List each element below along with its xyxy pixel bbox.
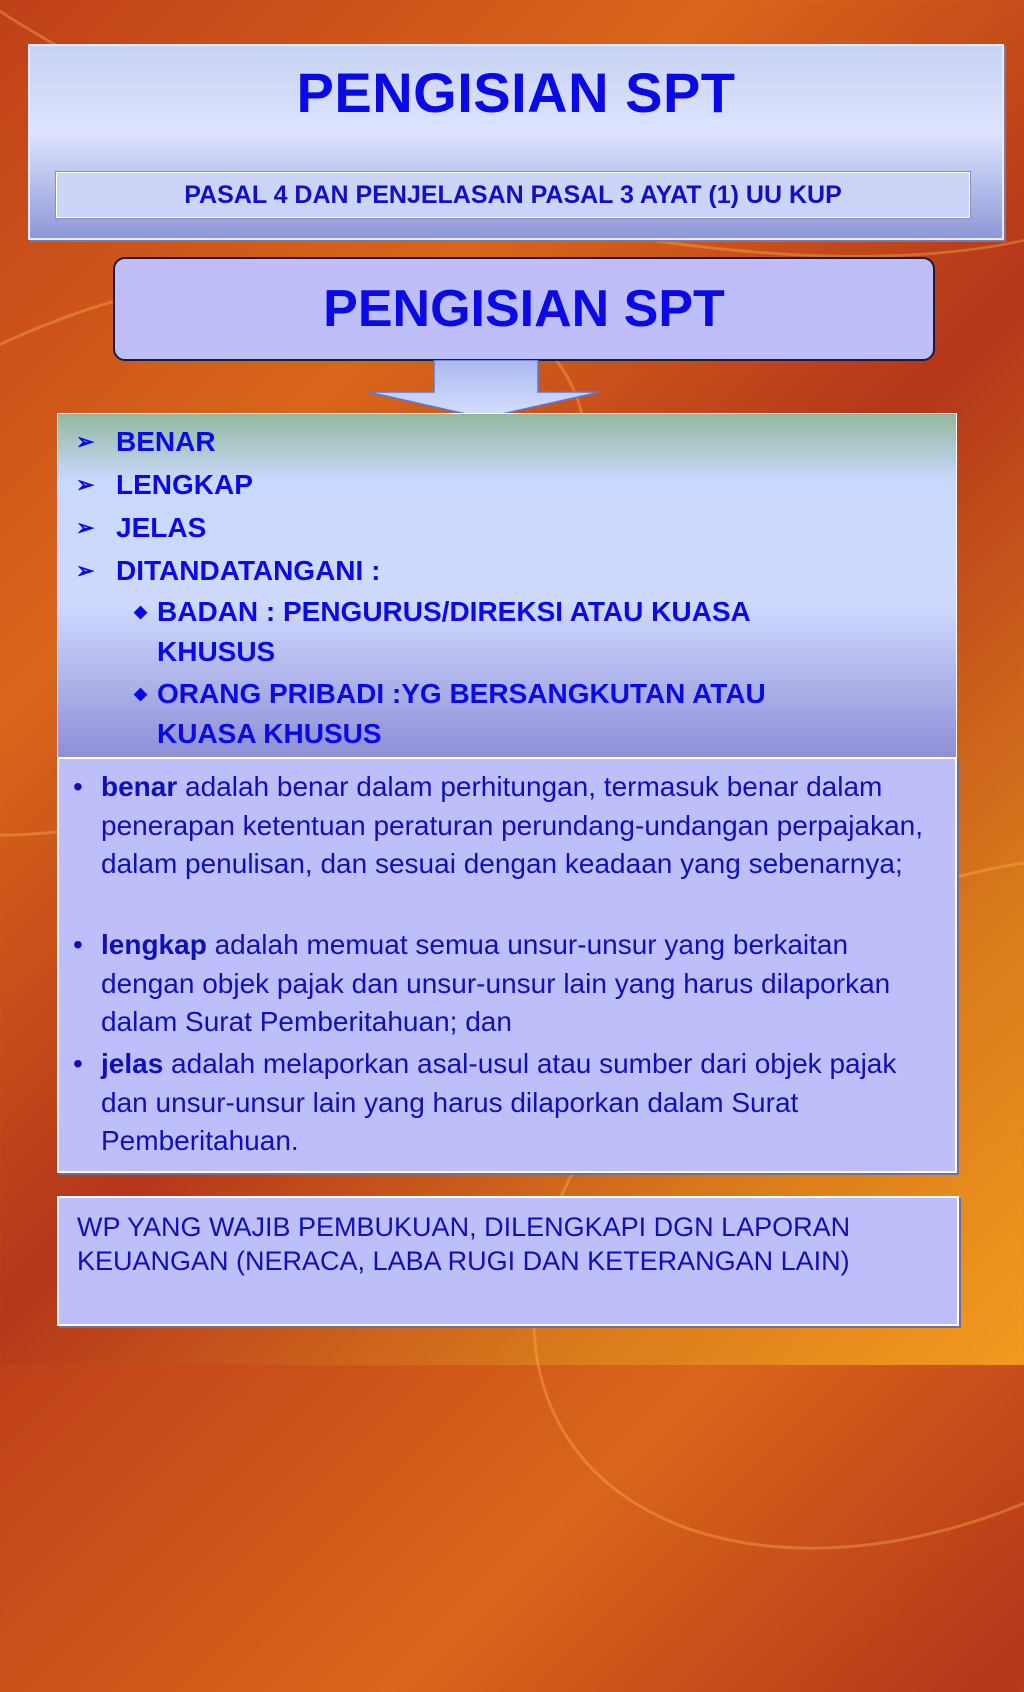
- bullet-dot-icon: •: [73, 1048, 83, 1079]
- subtitle-text: PASAL 4 DAN PENJELASAN PASAL 3 AYAT (1) UU KUP: [184, 180, 842, 209]
- sub-item-line: ORANG PRIBADI :YG BERSANGKUTAN ATAU: [157, 678, 766, 709]
- arrow-bullet-icon: ➢: [76, 429, 95, 454]
- sub-item-line: BADAN : PENGURUS/DIREKSI ATAU KUASA: [157, 596, 751, 627]
- list-item: [76, 512, 206, 544]
- list-item-label: LENGKAP: [116, 469, 253, 500]
- definition-term: jelas: [101, 1048, 164, 1079]
- page-title: PENGISIAN SPT: [296, 61, 736, 124]
- subtitle-bar: [56, 172, 970, 218]
- note-text: WP YANG WAJIB PEMBUKUAN, DILENGKAPI DGN LAPORAN KEUANGAN (NERACA, LABA RUGI DAN KETERANGAN LAIN): [77, 1212, 851, 1276]
- list-item-label: JELAS: [116, 512, 207, 543]
- bullet-dot-icon: •: [73, 929, 83, 960]
- definitions-panel: [57, 757, 957, 1173]
- arrow-bullet-icon: ➢: [76, 558, 95, 583]
- list-item-label: BENAR: [116, 426, 216, 457]
- list-item-label: DITANDATANGANI :: [116, 555, 381, 586]
- section-heading-text: PENGISIAN SPT: [323, 280, 725, 338]
- definition-text: adalah benar dalam perhitungan, termasuk benar dalam penerapan ketentuan peraturan perundang-undangan perpajakan, dalam penulisan, dan sesuai dengan keadaan yang sebenarnya;: [101, 771, 924, 879]
- definition-item: [73, 926, 943, 1042]
- sub-list-item: [134, 592, 934, 672]
- diamond-bullet-icon: ◆: [134, 684, 148, 703]
- definition-text: adalah melaporkan asal-usul atau sumber dari objek pajak dan unsur-unsur lain yang harus dilaporkan dalam Surat Pemberitahuan.: [101, 1048, 897, 1156]
- title-box: [28, 44, 1004, 240]
- definition-text: adalah memuat semua unsur-unsur yang berkaitan dengan objek pajak dan unsur-unsur lain yang harus dilaporkan dalam Surat Pemberitahuan; dan: [101, 929, 891, 1037]
- criteria-panel: [57, 413, 957, 759]
- diamond-bullet-icon: ◆: [134, 602, 148, 621]
- definition-item: [73, 1045, 943, 1161]
- list-item: [76, 469, 253, 501]
- definition-term: lengkap: [101, 929, 207, 960]
- note-panel: [57, 1196, 959, 1326]
- sub-item-line: KUASA KHUSUS: [157, 718, 382, 749]
- definition-item: [73, 768, 943, 884]
- arrow-bullet-icon: ➢: [76, 515, 95, 540]
- arrow-bullet-icon: ➢: [76, 472, 95, 497]
- sub-item-line: KHUSUS: [157, 636, 276, 667]
- bullet-dot-icon: •: [73, 771, 83, 802]
- definition-term: benar: [101, 771, 178, 802]
- down-arrow-icon: [368, 360, 600, 418]
- section-heading-pill: [113, 257, 935, 361]
- list-item: [76, 426, 216, 458]
- sub-list-item: [134, 674, 934, 754]
- list-item: [76, 555, 380, 587]
